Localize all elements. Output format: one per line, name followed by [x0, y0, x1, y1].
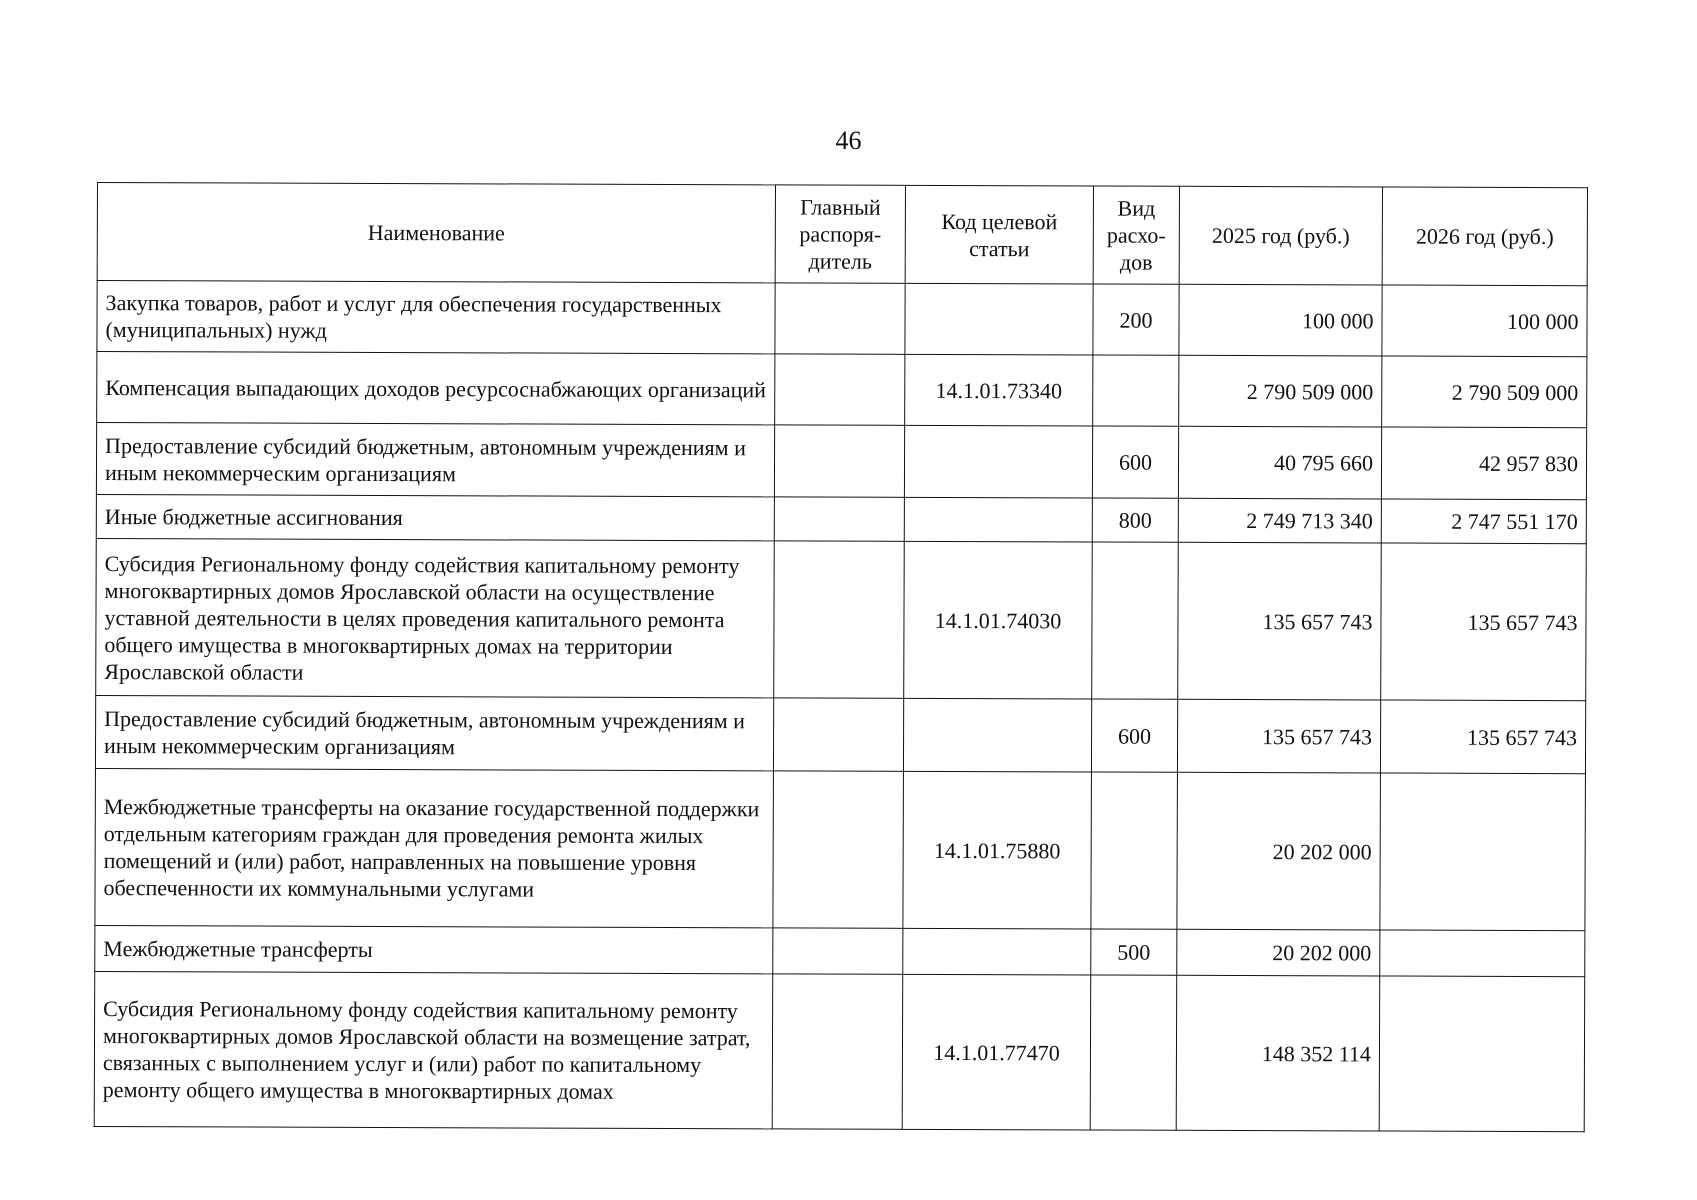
table-row: [95, 925, 1585, 976]
cell-2026: 100 000: [1382, 285, 1587, 357]
cell-manager: [775, 283, 905, 354]
cell-type: [1092, 542, 1179, 699]
cell-manager: [772, 974, 903, 1129]
cell-manager: [774, 425, 904, 497]
cell-2025: 2 749 713 340: [1178, 498, 1381, 543]
cell-2026: 2 747 551 170: [1381, 499, 1586, 544]
header-target-code: Код целевой статьи: [905, 185, 1093, 284]
cell-code: [904, 497, 1092, 542]
cell-code: [903, 698, 1091, 772]
cell-2026: 135 657 743: [1380, 700, 1585, 774]
cell-name: Субсидия Региональному фонду содействия капитальному ремонту многоквартирных домов Ярославской области на возмещение затрат, связанных с выполнением услуг и (или) работ по капитальному ремонту общего имущества в многоквартирных домах: [94, 971, 773, 1128]
cell-2026: [1380, 930, 1585, 977]
header-name: Наименование: [97, 183, 775, 283]
cell-manager: [773, 928, 903, 974]
cell-type: [1093, 355, 1179, 426]
table-row: [95, 695, 1585, 773]
cell-name: Предоставление субсидий бюджетным, автономным учреждениям и иным некоммерческим организациям: [95, 695, 773, 770]
cell-code: [903, 928, 1091, 975]
table-row: [97, 281, 1587, 357]
cell-code: [904, 425, 1092, 498]
cell-2026: 42 957 830: [1381, 427, 1586, 500]
cell-code: 14.1.01.75880: [903, 771, 1092, 929]
cell-name: Предоставление субсидий бюджетным, автономным учреждениям и иным некоммерческим организациям: [96, 423, 774, 497]
cell-type: 600: [1091, 699, 1177, 772]
page-number: 46: [835, 126, 862, 155]
header-main-manager: Главный распоря-дитель: [775, 185, 905, 283]
cell-2026: 2 790 509 000: [1382, 356, 1587, 428]
table-header-row: [97, 183, 1587, 286]
cell-manager: [774, 497, 904, 541]
budget-table: [94, 182, 1588, 1132]
cell-type: 800: [1092, 498, 1178, 542]
cell-2025: 20 202 000: [1177, 929, 1380, 976]
header-year-2025: 2025 год (руб.): [1179, 186, 1382, 285]
cell-name: Межбюджетные трансферты на оказание государственной поддержки отдельным категориям граждан для проведения ремонта жилых помещений и (или) работ, направленных на повышение уровня обеспеченности их коммунальными услугами: [95, 768, 774, 927]
cell-type: 600: [1092, 426, 1178, 498]
cell-2026: 135 657 743: [1381, 543, 1587, 701]
cell-2025: 2 790 509 000: [1179, 355, 1382, 427]
cell-name: Компенсация выпадающих доходов ресурсоснабжающих организаций: [97, 352, 775, 425]
cell-manager: [773, 771, 904, 928]
cell-2025: 135 657 743: [1178, 542, 1382, 700]
cell-name: Закупка товаров, работ и услуг для обеспечения государственных (муниципальных) нужд: [97, 281, 775, 354]
cell-manager: [773, 698, 903, 771]
cell-type: [1090, 975, 1177, 1130]
cell-2025: 135 657 743: [1177, 699, 1380, 773]
header-year-2026: 2026 год (руб.): [1382, 187, 1587, 286]
cell-code: 14.1.01.77470: [902, 974, 1091, 1130]
cell-name: Иные бюджетные ассигнования: [96, 494, 774, 540]
table-row: [95, 768, 1586, 930]
table-row: [94, 971, 1585, 1131]
cell-2025: 40 795 660: [1178, 426, 1381, 499]
cell-type: 200: [1093, 284, 1179, 355]
cell-name: Субсидия Региональному фонду содействия капитальному ремонту многоквартирных домов Ярославской области на осуществление уставной деятельности в целях проведения капитального ремонта общего имущества в многоквартирных домах на территории Ярославской области: [96, 538, 775, 697]
cell-type: 500: [1091, 929, 1177, 975]
cell-code: [905, 283, 1093, 355]
cell-2026: [1379, 976, 1585, 1132]
cell-2025: 148 352 114: [1176, 975, 1380, 1131]
table-row: [96, 423, 1586, 500]
cell-2026: [1380, 773, 1586, 931]
table-row: [97, 352, 1587, 428]
cell-manager: [775, 354, 905, 425]
header-expense-type: Вид расхо-дов: [1093, 186, 1179, 284]
cell-type: [1091, 772, 1178, 929]
table-row: [96, 494, 1586, 543]
table-row: [96, 538, 1587, 700]
cell-manager: [774, 541, 905, 698]
cell-code: 14.1.01.74030: [904, 541, 1093, 699]
cell-name: Межбюджетные трансферты: [95, 925, 773, 973]
cell-2025: 100 000: [1179, 284, 1382, 356]
cell-2025: 20 202 000: [1177, 772, 1381, 930]
cell-code: 14.1.01.73340: [905, 354, 1093, 426]
